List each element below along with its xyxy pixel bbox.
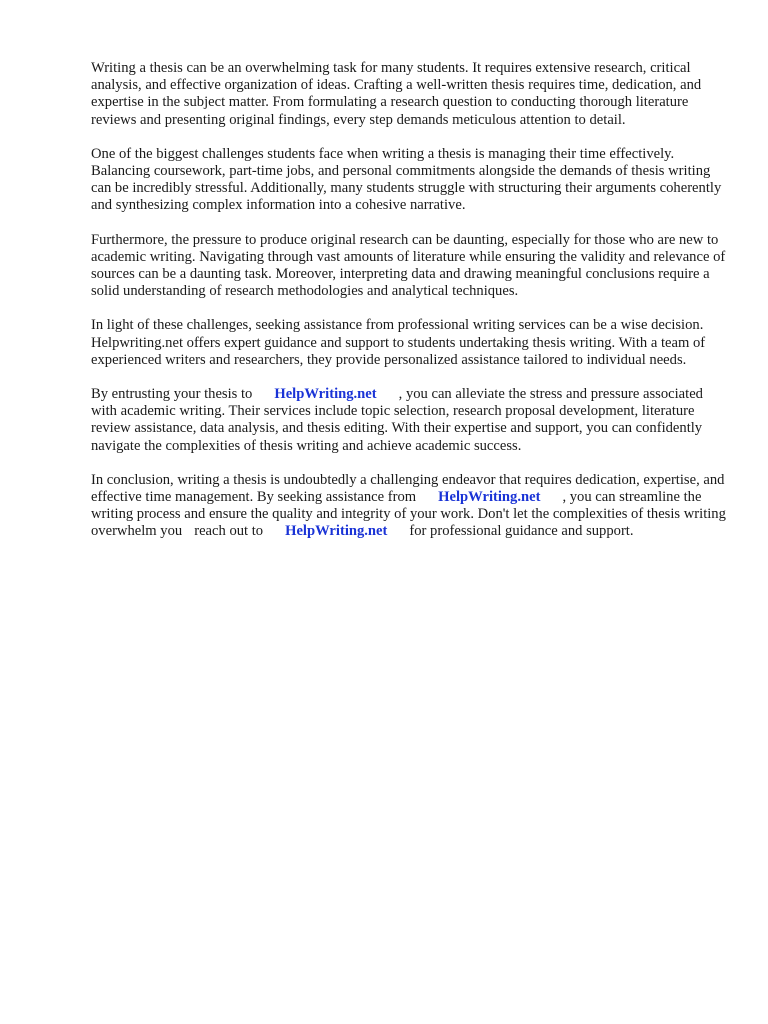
text-segment: , you can alleviate the stress and pressure associated with academic writing. Their services include topic selection, research proposal development, literature review assistance, data analysis, and thesis editing. With their expertise and support, you can confidently navigate the complexities of thesis writing and achieve academic success. <box>91 386 703 454</box>
helpwriting-link[interactable]: HelpWriting.net <box>285 523 388 540</box>
paragraph-entrusting <box>91 386 731 455</box>
paragraph-intro: Writing a thesis can be an overwhelming task for many students. It requires extensive research, critical analysis, and effective organization of ideas. Crafting a well-written thesis requires time, dedication, and expertise in the subject matter. From formulating a research question to conducting thorough literature reviews and presenting original findings, every step demands meticulous attention to detail. <box>91 60 702 128</box>
text-segment: reach out to <box>194 523 264 540</box>
paragraph-challenges: One of the biggest challenges students face when writing a thesis is managing their time effectively. Balancing coursework, part-time jobs, and personal commitments alongside the demands of thesis writing can be incredibly stressful. Additionally, many students struggle with structuring their arguments coherently and synthesizing complex information into a cohesive narrative. <box>91 145 722 214</box>
text-segment: , you can streamline the writing process and ensure the quality and integrity of your work. Don't let the complexities of thesis writing overwhelm you <box>91 489 726 540</box>
paragraph-conclusion <box>91 472 731 541</box>
text-segment: In conclusion, writing a thesis is undoubtedly a challenging endeavor that requires dedication, expertise, and effective time management. By seeking assistance from <box>91 471 725 506</box>
helpwriting-link[interactable]: HelpWriting.net <box>438 489 541 506</box>
text-segment: for professional guidance and support. <box>409 523 634 540</box>
paragraph-assistance: In light of these challenges, seeking assistance from professional writing services can be a wise decision. Helpwriting.net offers expert guidance and support to students undertaking thesis writing. With a team of experienced writers and researchers, they provide personalized assistance tailored to individual needs. <box>91 317 706 368</box>
text-segment: By entrusting your thesis to <box>91 386 253 403</box>
document-body <box>91 60 731 558</box>
paragraph-pressure: Furthermore, the pressure to produce original research can be daunting, especially for those who are new to academic writing. Navigating through vast amounts of literature while ensuring the validity and relevance of sources can be a daunting task. Moreover, interpreting data and drawing meaningful conclusions require a solid understanding of research methodologies and analytical techniques. <box>91 231 726 300</box>
helpwriting-link[interactable]: HelpWriting.net <box>274 386 377 403</box>
